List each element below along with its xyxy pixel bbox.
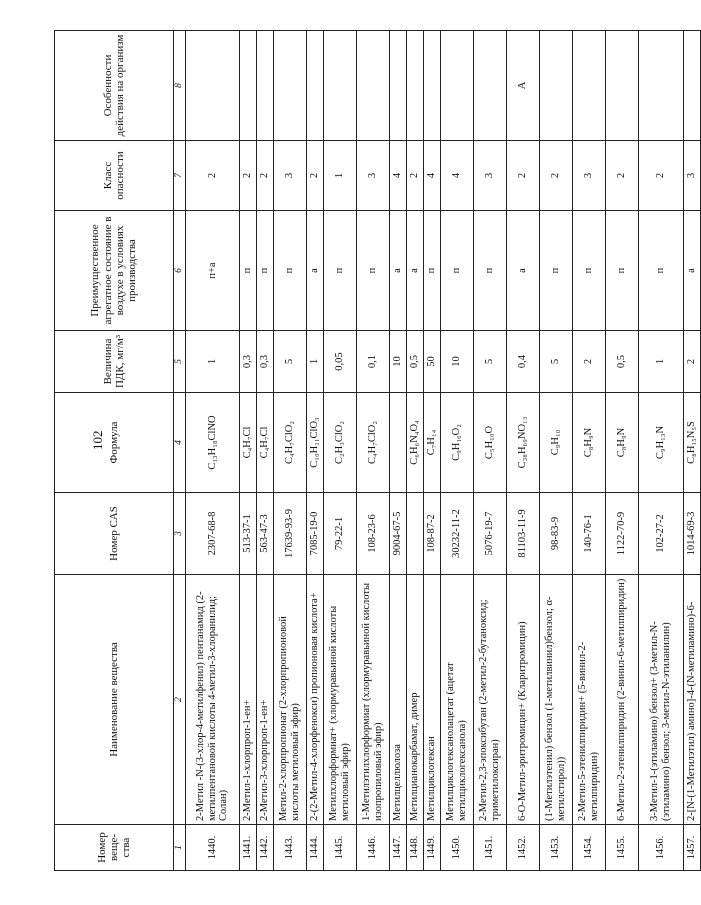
header-pdk: Величина ПДК, мг/м³	[55, 331, 174, 393]
table-row	[684, 31, 701, 871]
cas-number: 108-87-2	[424, 493, 441, 575]
effect-feature	[441, 31, 474, 141]
row-number: 1444.	[307, 825, 324, 871]
header-state: Преимущественное агрегатное состояние в воздухе в условиях производства	[55, 211, 174, 331]
hazard-class: 3	[474, 141, 507, 211]
row-number: 1452.	[507, 825, 540, 871]
col-index: 8	[174, 31, 186, 141]
aggregate-state: п+а	[186, 211, 240, 331]
table-row	[474, 31, 507, 871]
table-row	[186, 31, 240, 871]
pdk-value: 0,3	[257, 331, 274, 393]
effect-feature	[540, 31, 573, 141]
row-number: 1440.	[186, 825, 240, 871]
cas-number: 30232-11-2	[441, 493, 474, 575]
pdk-value: 0,5	[407, 331, 424, 393]
pdk-value: 10	[390, 331, 407, 393]
page-number: 102	[90, 430, 105, 450]
hazard-class: 4	[390, 141, 407, 211]
row-number: 1453.	[540, 825, 573, 871]
hazard-class: 3	[274, 141, 307, 211]
effect-feature: А	[507, 31, 540, 141]
substance-name: Метилцианокарбамат, димер	[407, 575, 424, 825]
table-row	[441, 31, 474, 871]
header-effect: Особенности действия на организм	[55, 31, 174, 141]
effect-feature	[307, 31, 324, 141]
effect-feature	[606, 31, 639, 141]
aggregate-state: п	[324, 211, 357, 331]
pdk-value: 1	[186, 331, 240, 393]
table-body	[186, 31, 701, 871]
cas-number: 1122-70-9	[606, 493, 639, 575]
cas-number: 563-47-3	[257, 493, 274, 575]
effect-feature	[639, 31, 684, 141]
header-class: Класс опасности	[55, 141, 174, 211]
cas-number: 9004-67-5	[390, 493, 407, 575]
table-row	[507, 31, 540, 871]
aggregate-state: п	[540, 211, 573, 331]
hazard-class: 2	[507, 141, 540, 211]
col-index: 3	[174, 493, 186, 575]
table-row	[274, 31, 307, 871]
aggregate-state: п	[424, 211, 441, 331]
table-row	[324, 31, 357, 871]
cas-number: 5076-19-7	[474, 493, 507, 575]
hazard-class: 2	[639, 141, 684, 211]
aggregate-state: п	[357, 211, 390, 331]
cas-number: 81103-11-9	[507, 493, 540, 575]
cas-number: 108-23-6	[357, 493, 390, 575]
cas-number: 17639-93-9	[274, 493, 307, 575]
row-number: 1443.	[274, 825, 307, 871]
aggregate-state: а	[507, 211, 540, 331]
substance-name: Метилциклогексанолацетат (ацетат метилциклогексанола)	[441, 575, 474, 825]
aggregate-state: п	[573, 211, 606, 331]
row-number: 1449.	[424, 825, 441, 871]
aggregate-state: п	[274, 211, 307, 331]
substance-name: (1-Метилэтенил) бензол (1-метилвинил)бензол; α-метилстирол))	[540, 575, 573, 825]
pdk-value: 0,1	[357, 331, 390, 393]
substance-name: Метилхлорформиат+ (хлормуравьиной кислоты метиловый эфир)	[324, 575, 357, 825]
substance-name: Метилцеллюлоза	[390, 575, 407, 825]
cas-number: 98-83-9	[540, 493, 573, 575]
effect-feature	[357, 31, 390, 141]
cas-number: 513-37-1	[240, 493, 257, 575]
substance-name: Метил-2-хлорпропионат (2-хлорпропионовой кислоты метиловый эфир)	[274, 575, 307, 825]
formula: C₄H₇ClO₂	[357, 393, 390, 493]
aggregate-state: п	[639, 211, 684, 331]
col-index: 4	[174, 393, 186, 493]
pdk-value: 2	[684, 331, 701, 393]
aggregate-state: п	[606, 211, 639, 331]
row-number: 1451.	[474, 825, 507, 871]
table-row	[424, 31, 441, 871]
substance-name: 2-Метил -N-(3-хлор-4-метилфенил) пентанамид (2-метилпентановой кислоты 4-метил-3-хлоранилид; Солан)	[186, 575, 240, 825]
substance-name: Метилциклогексан	[424, 575, 441, 825]
hazard-class: 4	[424, 141, 441, 211]
pdk-value: 10	[441, 331, 474, 393]
hazard-class: 3	[357, 141, 390, 211]
pdk-value: 5	[540, 331, 573, 393]
hazard-class: 3	[684, 141, 701, 211]
formula: C₂H₃ClO₂	[324, 393, 357, 493]
hazard-class: 4	[441, 141, 474, 211]
formula: C₇H₁₄	[424, 393, 441, 493]
table-row	[257, 31, 274, 871]
effect-feature	[390, 31, 407, 141]
substance-name: 3-Метил-1-(этиламино) бензол+ (3-метил-N-(этиламино) бензол; 3-метил-N-этиланилин)	[639, 575, 684, 825]
row-number: 1454.	[573, 825, 606, 871]
col-index: 6	[174, 211, 186, 331]
formula: C₆H₆N₄O₄	[407, 393, 424, 493]
column-index-row	[174, 31, 186, 871]
col-index: 2	[174, 575, 186, 825]
col-index: 1	[174, 825, 186, 871]
pdk-value: 0,05	[324, 331, 357, 393]
formula: C₈H₁₅N₅S	[684, 393, 701, 493]
effect-feature	[684, 31, 701, 141]
effect-feature	[474, 31, 507, 141]
effect-feature	[324, 31, 357, 141]
aggregate-state: а	[407, 211, 424, 331]
formula: C₉H₁₆O₂	[441, 393, 474, 493]
hazard-class: 2	[540, 141, 573, 211]
substance-name: 2-[N-(1-Метилэтил) амино]-4-(N-метиламино)-6-	[684, 575, 701, 825]
table-row	[540, 31, 573, 871]
formula: C₈H₉N	[606, 393, 639, 493]
cas-number	[407, 493, 424, 575]
pdk-value: 0,4	[507, 331, 540, 393]
cas-number: 1014-69-3	[684, 493, 701, 575]
pdk-value: 2	[573, 331, 606, 393]
substances-table	[54, 30, 701, 871]
effect-feature	[424, 31, 441, 141]
hazard-class: 2	[407, 141, 424, 211]
cas-number: 7085-19-0	[307, 493, 324, 575]
substance-name: 6-О-Метил-эритромицин+ (Кларитромицин)	[507, 575, 540, 825]
table-row	[240, 31, 257, 871]
formula: C₄H₇Cl	[257, 393, 274, 493]
pdk-value: 5	[474, 331, 507, 393]
pdk-value: 1	[307, 331, 324, 393]
aggregate-state: п	[441, 211, 474, 331]
substance-name: 1-Метилэтилхлорформиат (хлормуравьиной кислоты изопропиловый эфир)	[357, 575, 390, 825]
formula	[390, 393, 407, 493]
row-number: 1441.	[240, 825, 257, 871]
row-number: 1447.	[390, 825, 407, 871]
aggregate-state: п	[240, 211, 257, 331]
substance-name: 2-Метил-5-этенилпиридин+ (5-винил-2-метилпиридин)	[573, 575, 606, 825]
aggregate-state: п	[474, 211, 507, 331]
effect-feature	[274, 31, 307, 141]
col-index: 5	[174, 331, 186, 393]
effect-feature	[186, 31, 240, 141]
cas-number: 2307-68-8	[186, 493, 240, 575]
hazard-class: 3	[573, 141, 606, 211]
cas-number: 140-76-1	[573, 493, 606, 575]
table-row	[357, 31, 390, 871]
header-row	[55, 31, 174, 871]
formula: C₁₃H₁₈ClNO	[186, 393, 240, 493]
formula: C₈H₉N	[573, 393, 606, 493]
effect-feature	[573, 31, 606, 141]
aggregate-state: а	[307, 211, 324, 331]
header-number: Номер веще-ства	[55, 825, 174, 871]
substance-name: 2-Метил-1-хлорпроп-1-ен+	[240, 575, 257, 825]
aggregate-state: а	[390, 211, 407, 331]
formula: C₉H₁₃N	[639, 393, 684, 493]
rotated-table-wrapper	[54, 31, 698, 871]
formula: C₄H₇ClO₂	[274, 393, 307, 493]
row-number: 1450.	[441, 825, 474, 871]
formula: C₅H₁₀O	[474, 393, 507, 493]
hazard-class: 2	[307, 141, 324, 211]
table-row	[573, 31, 606, 871]
formula: C₉H₁₀	[540, 393, 573, 493]
table-row	[407, 31, 424, 871]
hazard-class: 2	[240, 141, 257, 211]
header-name: Наименование вещества	[55, 575, 174, 825]
pdk-value: 5	[274, 331, 307, 393]
substance-name: 6-Метил-2-этенилпиридин (2-винил-6-метилпиридин)	[606, 575, 639, 825]
hazard-class: 2	[186, 141, 240, 211]
formula: C₃₈H₆₉NO₁₃	[507, 393, 540, 493]
header-cas: Номер CAS	[55, 493, 174, 575]
pdk-value: 0,5	[606, 331, 639, 393]
table-row	[390, 31, 407, 871]
hazard-class: 2	[257, 141, 274, 211]
pdk-value: 0,3	[240, 331, 257, 393]
pdk-value: 50	[424, 331, 441, 393]
substance-name: 2-Метил-3-хлорпроп-1-ен+	[257, 575, 274, 825]
hazard-class: 1	[324, 141, 357, 211]
effect-feature	[257, 31, 274, 141]
cas-number: 102-27-2	[639, 493, 684, 575]
aggregate-state: а	[684, 211, 701, 331]
formula: C₄H₇Cl	[240, 393, 257, 493]
table-row	[606, 31, 639, 871]
row-number: 1448.	[407, 825, 424, 871]
pdk-value: 1	[639, 331, 684, 393]
aggregate-state: п	[257, 211, 274, 331]
formula: C₁₀H₁₁ClO₃	[307, 393, 324, 493]
effect-feature	[240, 31, 257, 141]
row-number: 1456.	[639, 825, 684, 871]
substance-name: 2-Метил-2,3-эпоксибутан (2-метил-2-бутаноксид; триметилоксиран)	[474, 575, 507, 825]
table-row	[639, 31, 684, 871]
col-index: 7	[174, 141, 186, 211]
row-number: 1455.	[606, 825, 639, 871]
row-number: 1442.	[257, 825, 274, 871]
cas-number: 79-22-1	[324, 493, 357, 575]
effect-feature	[407, 31, 424, 141]
row-number: 1445.	[324, 825, 357, 871]
substance-name: 2-(2-Метил-4-хлорфенокси) пропионовая кислота+	[307, 575, 324, 825]
row-number: 1446.	[357, 825, 390, 871]
header-formula: Формула	[55, 393, 174, 493]
hazard-class: 2	[606, 141, 639, 211]
row-number: 1457.	[684, 825, 701, 871]
table-row	[307, 31, 324, 871]
